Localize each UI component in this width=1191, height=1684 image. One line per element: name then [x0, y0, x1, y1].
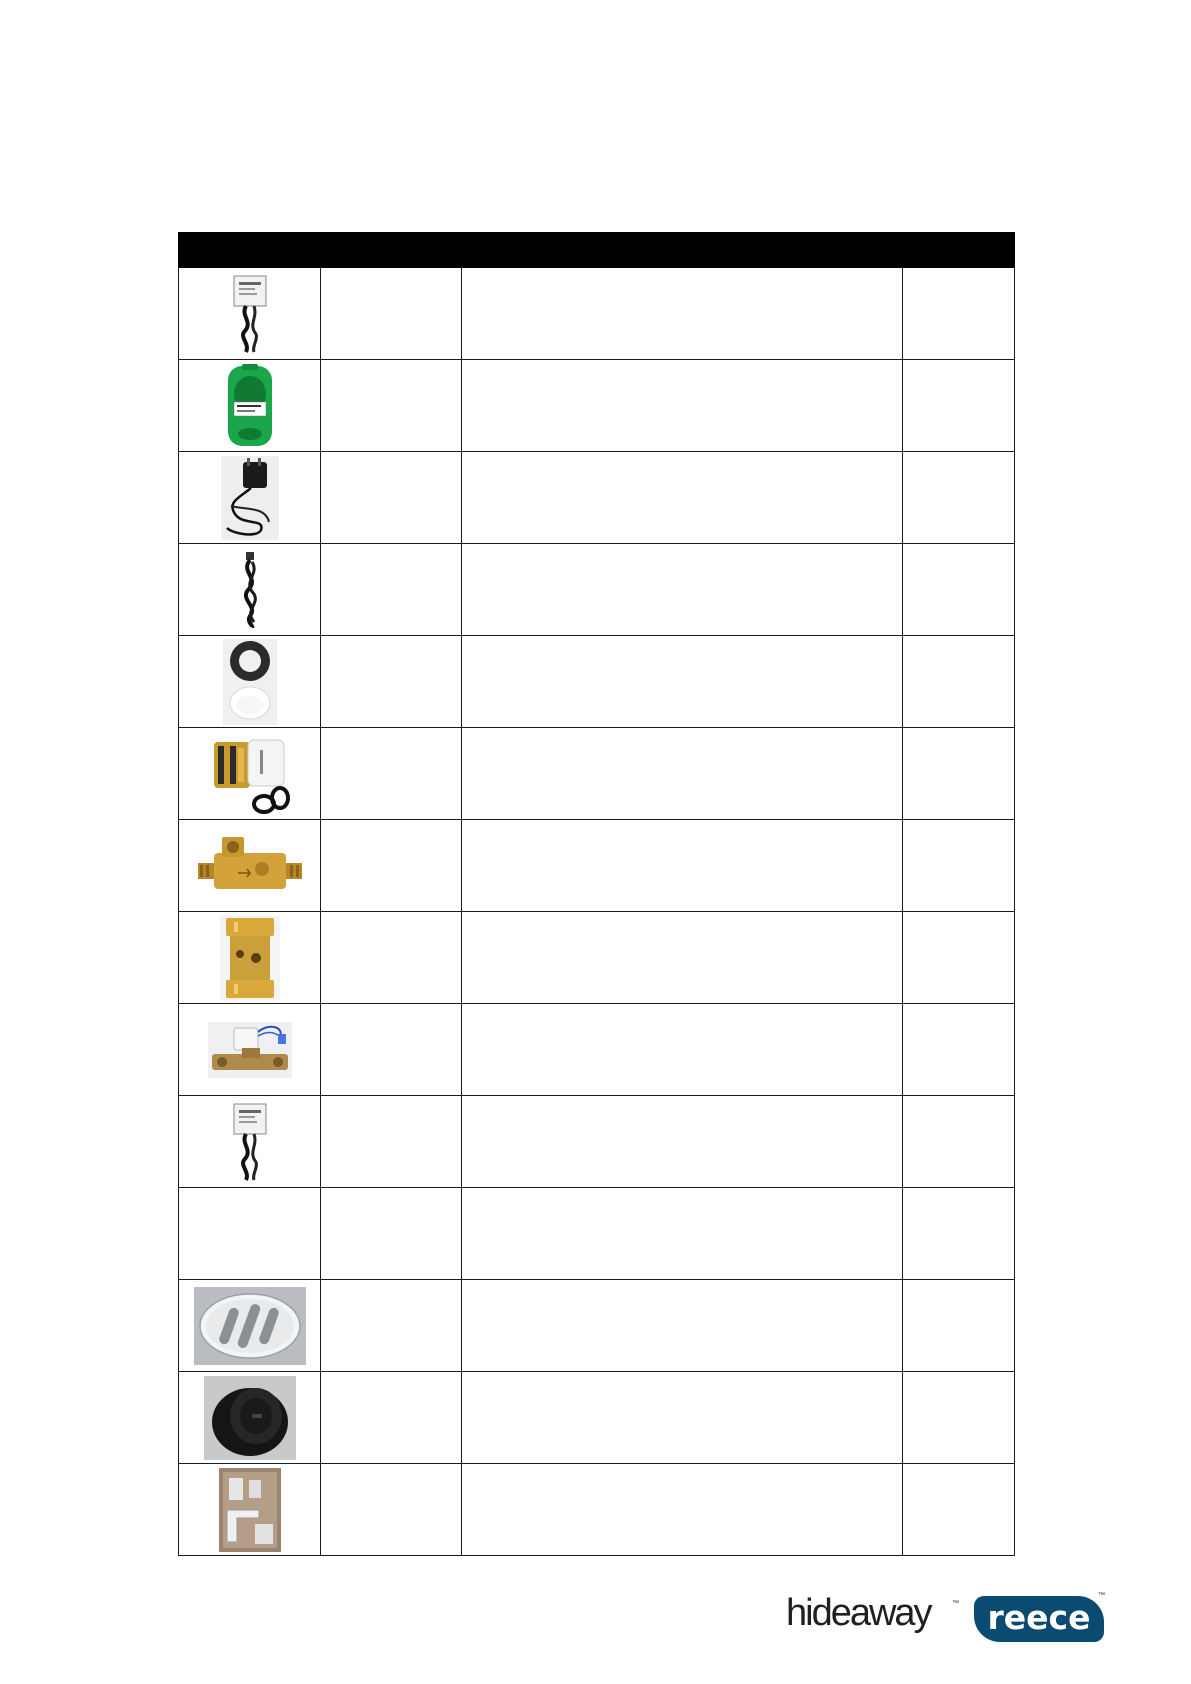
bracket-kit-icon — [219, 1468, 281, 1552]
part-qty — [903, 1372, 1015, 1464]
table-row — [179, 1280, 1015, 1372]
hideaway-trademark: ™ — [952, 1600, 959, 1607]
part-image-cell — [179, 1096, 321, 1188]
cable-icon — [232, 552, 268, 628]
part-name — [321, 1464, 462, 1556]
oval-grate-icon — [194, 1287, 306, 1365]
part-name — [321, 728, 462, 820]
part-name — [321, 360, 462, 452]
part-qty — [903, 1096, 1015, 1188]
part-image-cell — [179, 360, 321, 452]
header-description — [462, 233, 903, 268]
part-name — [321, 820, 462, 912]
part-image-cell — [179, 728, 321, 820]
reece-trademark: ™ — [1098, 1592, 1105, 1599]
hand-dryer-controller-icon — [230, 1102, 270, 1182]
part-name — [321, 1004, 462, 1096]
part-image-cell — [179, 1004, 321, 1096]
part-image-cell — [179, 1464, 321, 1556]
table-row — [179, 1004, 1015, 1096]
table-row — [179, 452, 1015, 544]
part-description — [462, 636, 903, 728]
part-qty — [903, 1464, 1015, 1556]
part-name — [321, 268, 462, 360]
green-sensor-module-icon — [222, 364, 278, 448]
header-name — [321, 233, 462, 268]
header-image — [179, 233, 321, 268]
part-image-cell — [179, 636, 321, 728]
part-name — [321, 452, 462, 544]
table-row — [179, 268, 1015, 360]
part-description — [462, 268, 903, 360]
part-description — [462, 1280, 903, 1372]
reece-logo: reece — [974, 1596, 1104, 1642]
part-name — [321, 1372, 462, 1464]
part-description — [462, 544, 903, 636]
part-description — [462, 1096, 903, 1188]
part-description — [462, 1004, 903, 1096]
footer-logos — [786, 1592, 1106, 1648]
part-qty — [903, 360, 1015, 452]
part-name — [321, 1188, 462, 1280]
part-qty — [903, 544, 1015, 636]
part-qty — [903, 912, 1015, 1004]
part-image-cell — [179, 452, 321, 544]
parts-table — [178, 232, 1015, 1556]
power-adaptor-icon — [221, 456, 279, 540]
part-qty — [903, 1280, 1015, 1372]
table-row — [179, 912, 1015, 1004]
part-name — [321, 912, 462, 1004]
part-qty — [903, 728, 1015, 820]
part-name — [321, 544, 462, 636]
part-qty — [903, 1188, 1015, 1280]
hideaway-logo: hideaway — [786, 1592, 931, 1634]
table-header — [179, 233, 1015, 268]
part-qty — [903, 1004, 1015, 1096]
brass-valve-body-icon — [198, 831, 302, 901]
table-row — [179, 728, 1015, 820]
part-description — [462, 360, 903, 452]
part-description — [462, 1464, 903, 1556]
hand-dryer-controller-icon — [230, 274, 270, 354]
part-description — [462, 912, 903, 1004]
table-row — [179, 1464, 1015, 1556]
black-bung-icon — [204, 1376, 296, 1460]
part-name — [321, 636, 462, 728]
solenoid-cartridge-icon — [208, 732, 292, 816]
table-row — [179, 1096, 1015, 1188]
brass-fitting-icon — [220, 916, 280, 1000]
table-row — [179, 544, 1015, 636]
table-row — [179, 1188, 1015, 1280]
part-image-cell — [179, 1280, 321, 1372]
part-qty — [903, 820, 1015, 912]
table-row — [179, 820, 1015, 912]
part-qty — [903, 268, 1015, 360]
part-description — [462, 452, 903, 544]
part-description — [462, 820, 903, 912]
table-row — [179, 360, 1015, 452]
part-image-cell — [179, 820, 321, 912]
part-image-cell — [179, 912, 321, 1004]
part-description — [462, 728, 903, 820]
part-qty — [903, 452, 1015, 544]
part-image-cell — [179, 1372, 321, 1464]
solenoid-valve-assembly-icon — [208, 1022, 292, 1078]
part-description — [462, 1372, 903, 1464]
part-name — [321, 1096, 462, 1188]
table-row — [179, 1372, 1015, 1464]
part-description — [462, 1188, 903, 1280]
part-image-cell — [179, 1188, 321, 1280]
part-image-cell — [179, 268, 321, 360]
part-name — [321, 1280, 462, 1372]
table-row — [179, 636, 1015, 728]
header-qty — [903, 233, 1015, 268]
seal-washers-icon — [223, 639, 277, 725]
part-qty — [903, 636, 1015, 728]
part-image-cell — [179, 544, 321, 636]
